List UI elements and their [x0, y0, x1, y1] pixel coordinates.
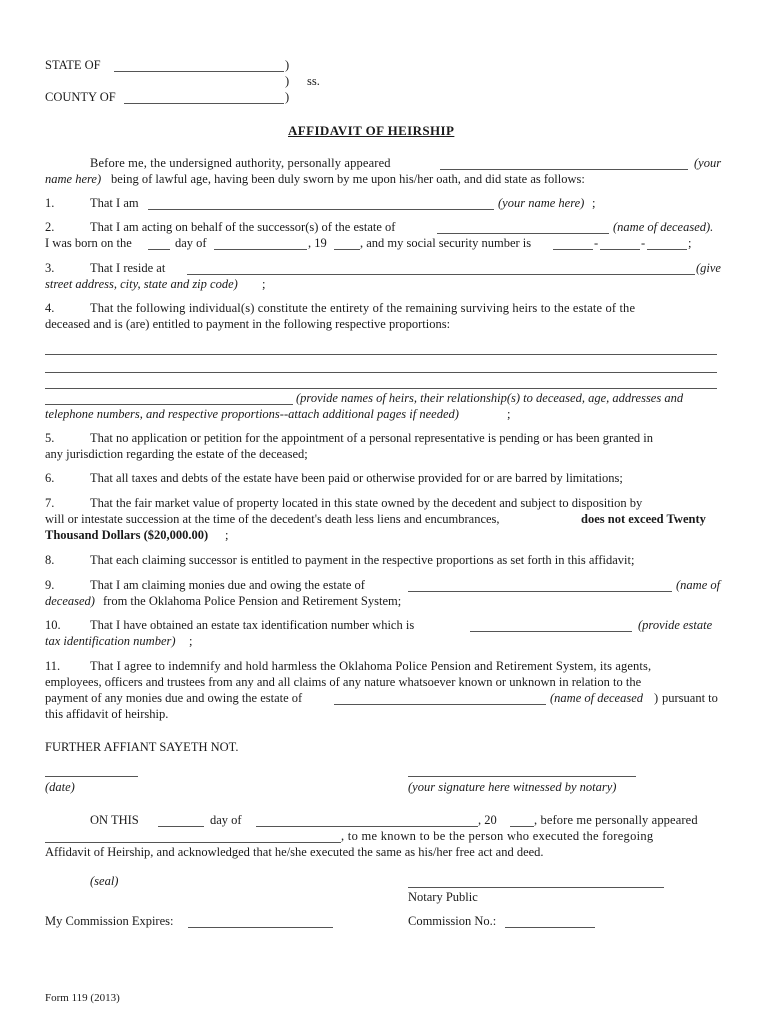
ssn-part-1-field[interactable] [553, 249, 593, 250]
item-11-rest: pursuant to [662, 691, 718, 705]
heirs-line-4[interactable] [45, 404, 293, 405]
notary-twenty: , 20 [478, 813, 497, 827]
county-field[interactable] [124, 103, 284, 104]
item-6-num: 6. [45, 471, 55, 485]
item-11-num: 11. [45, 659, 61, 673]
state-paren: ) [285, 58, 290, 72]
item-11-hint: (name of deceased [550, 691, 644, 705]
commission-no-field[interactable] [505, 927, 595, 928]
state-field[interactable] [114, 71, 284, 72]
item-11-text-d: this affidavit of heirship. [45, 707, 169, 721]
county-label: COUNTY OF [45, 90, 116, 104]
item-5-text-b: any jurisdiction regarding the estate of the deceased; [45, 447, 308, 461]
further-affiant: FURTHER AFFIANT SAYETH NOT. [45, 740, 239, 754]
item-8-num: 8. [45, 553, 55, 567]
intro-rest: being of lawful age, having been duly sworn by me upon his/her oath, and did state as follows: [111, 172, 585, 186]
form-number: Form 119 (2013) [45, 992, 120, 1004]
notary-year-field[interactable] [510, 826, 534, 827]
heirs-line-1[interactable] [45, 354, 717, 355]
item-8-text: That each claiming successor is entitled to payment in the respective proportions as set forth in this affidavit; [90, 553, 635, 567]
item-4-end: ; [507, 407, 511, 421]
ssn-dash-1: - [594, 236, 599, 250]
item-1-text: That I am [90, 196, 139, 210]
notary-signature-line[interactable] [408, 887, 664, 888]
notary-public-label: Notary Public [408, 890, 478, 904]
item-7-end: ; [225, 528, 229, 542]
claim-deceased-field[interactable] [408, 591, 672, 592]
item-11-text-b: employees, officers and trustees from any and all claims of any nature whatsoever known or unknown in relation to the [45, 675, 642, 689]
appeared-name-field[interactable] [440, 169, 688, 170]
notary-ack: Affidavit of Heirship, and acknowledged that he/she executed the same as his/her free act and deed. [45, 845, 544, 859]
state-label: STATE OF [45, 58, 101, 72]
ssn-part-3-field[interactable] [647, 249, 687, 250]
item-2-hint: (name of deceased). [613, 220, 714, 234]
item-9-text: That I am claiming monies due and owing the estate of [90, 578, 365, 592]
notary-before: , before me personally appeared [534, 813, 698, 827]
item-5-num: 5. [45, 431, 55, 445]
item-1-hint: (your name here) [498, 196, 585, 210]
ss-label: ss. [307, 74, 320, 88]
birth-year-field[interactable] [334, 249, 360, 250]
item-3-end: ; [262, 277, 266, 291]
item-5-text-a: That no application or petition for the appointment of a personal representative is pending or has been granted in [90, 431, 654, 445]
item-9-num: 9. [45, 578, 55, 592]
notary-known: , to me known to be the person who executed the foregoing [341, 829, 654, 843]
item-3-hint-a: (give [696, 261, 721, 275]
tax-id-field[interactable] [470, 631, 632, 632]
signature-hint: (your signature here witnessed by notary) [408, 780, 617, 794]
item-6-text: That all taxes and debts of the estate have been paid or otherwise provided for or are barred by limitations; [90, 471, 623, 485]
item-3-text: That I reside at [90, 261, 166, 275]
intro-hint-b: name here) [45, 172, 102, 186]
item-9-rest: from the Oklahoma Police Pension and Retirement System; [103, 594, 402, 608]
heirs-line-3[interactable] [45, 388, 717, 389]
item-7-text-b: will or intestate succession at the time of the decedent's death less liens and encumbrances, [45, 512, 500, 526]
commission-no-label: Commission No.: [408, 914, 497, 928]
commission-expires-field[interactable] [188, 927, 333, 928]
item-4-num: 4. [45, 301, 55, 315]
ssn-part-2-field[interactable] [600, 249, 640, 250]
item-2-day-of: day of [175, 236, 207, 250]
item-11-text-a: That I agree to indemnify and hold harmless the Oklahoma Police Pension and Retirement System, its agents, [90, 659, 652, 673]
birth-day-field[interactable] [148, 249, 170, 250]
item-4-hint-a: (provide names of heirs, their relationship(s) to deceased, age, addresses and [296, 391, 684, 405]
date-line[interactable] [45, 776, 138, 777]
item-3-num: 3. [45, 261, 55, 275]
item-2-born: I was born on the [45, 236, 132, 250]
address-field[interactable] [187, 274, 695, 275]
item-1-num: 1. [45, 196, 55, 210]
heirs-line-2[interactable] [45, 372, 717, 373]
item-2-ssn: , and my social security number is [360, 236, 532, 250]
birth-month-field[interactable] [214, 249, 307, 250]
seal-label: (seal) [90, 874, 119, 888]
item-10-text: That I have obtained an estate tax identification number which is [90, 618, 415, 632]
intro-text: Before me, the undersigned authority, personally appeared [90, 156, 391, 170]
item-9-hint-b: deceased) [45, 594, 95, 608]
item-2-text: That I am acting on behalf of the successor(s) of the estate of [90, 220, 396, 234]
item-10-hint-a: (provide estate [638, 618, 713, 632]
item-2-nineteen: , 19 [308, 236, 327, 250]
date-hint: (date) [45, 780, 75, 794]
ssn-dash-2: - [641, 236, 646, 250]
item-1-end: ; [592, 196, 596, 210]
notary-person-field[interactable] [45, 842, 341, 843]
county-paren: ) [285, 90, 290, 104]
signature-line[interactable] [408, 776, 636, 777]
your-name-field[interactable] [148, 209, 494, 210]
item-4-hint-b: telephone numbers, and respective proportions--attach additional pages if needed) [45, 407, 459, 421]
item-11-close: ) [654, 691, 659, 705]
notary-on-this: ON THIS [90, 813, 139, 827]
item-11-text-c: payment of any monies due and owing the estate of [45, 691, 303, 705]
notary-day-field[interactable] [158, 826, 204, 827]
ss-paren: ) [285, 74, 290, 88]
item-10-hint-b: tax identification number) [45, 634, 176, 648]
item-7-text-a: That the fair market value of property located in this state owned by the decedent and subject to disposition by [90, 496, 643, 510]
page-title: AFFIDAVIT OF HEIRSHIP [288, 123, 455, 138]
item-7-bold-b: does not exceed Twenty [581, 512, 706, 526]
indemnify-deceased-field[interactable] [334, 704, 546, 705]
item-3-hint-b: street address, city, state and zip code) [45, 277, 238, 291]
intro-hint-a: (your [694, 156, 722, 170]
notary-month-field[interactable] [256, 826, 478, 827]
item-10-num: 10. [45, 618, 61, 632]
item-4-text-a: That the following individual(s) constitute the entirety of the remaining surviving heirs to the estate of the [90, 301, 636, 315]
item-9-hint-a: (name of [676, 578, 721, 592]
notary-day-of: day of [210, 813, 242, 827]
item-10-end: ; [189, 634, 193, 648]
item-2-end: ; [688, 236, 692, 250]
item-2-num: 2. [45, 220, 55, 234]
deceased-name-field[interactable] [437, 233, 609, 234]
item-4-text-b: deceased and is (are) entitled to payment in the following respective proportions: [45, 317, 451, 331]
item-7-num: 7. [45, 496, 55, 510]
commission-expires-label: My Commission Expires: [45, 914, 174, 928]
item-7-bold-c: Thousand Dollars ($20,000.00) [45, 528, 209, 542]
